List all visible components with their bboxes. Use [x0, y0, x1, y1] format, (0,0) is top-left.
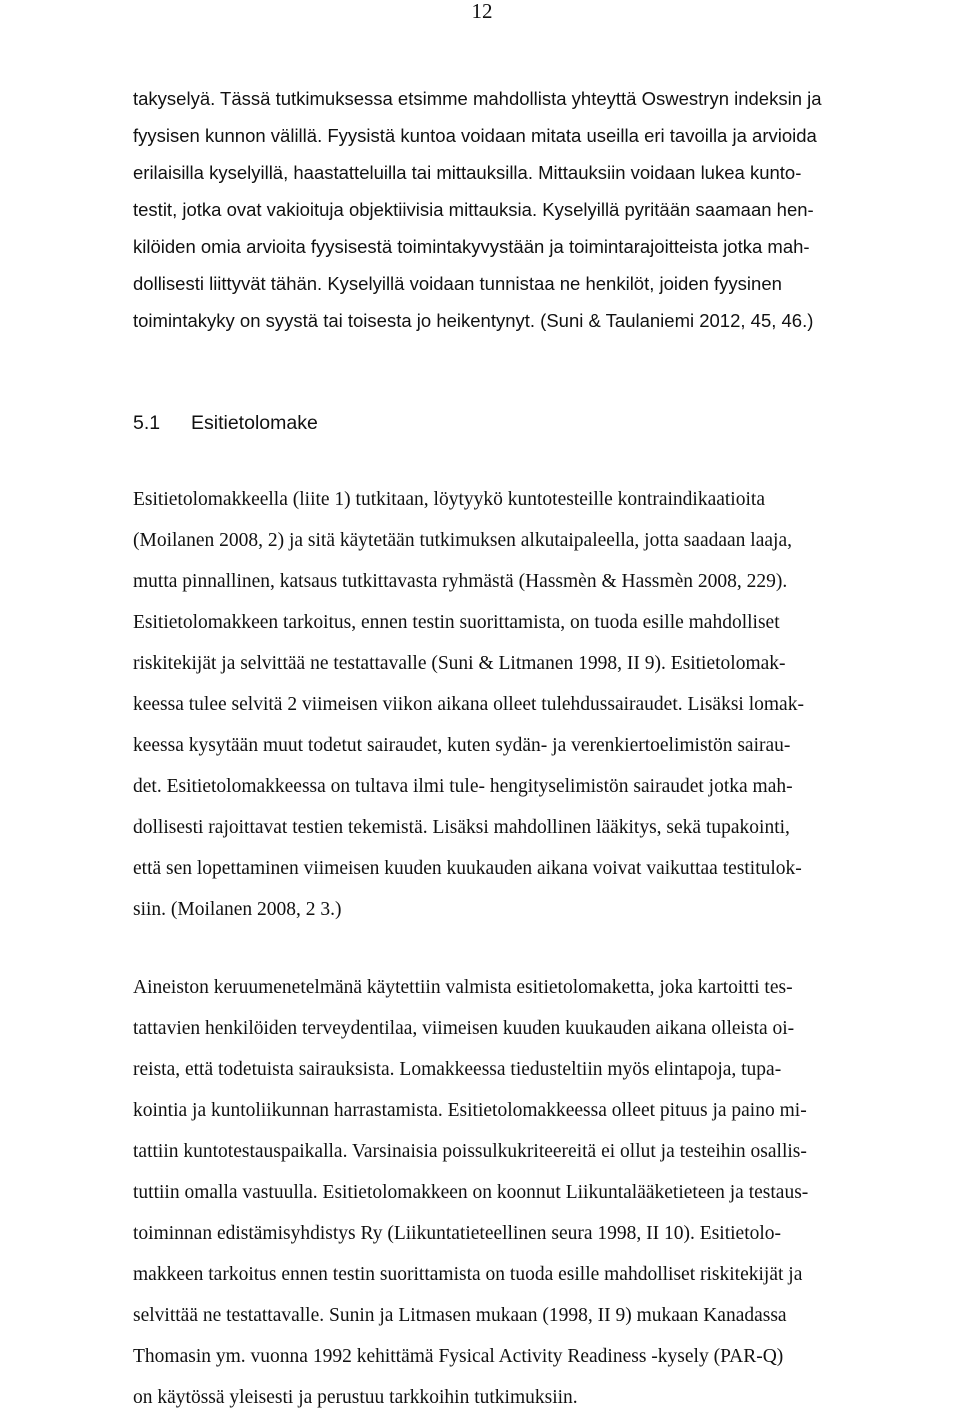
text-line: Esitietolomakkeen tarkoitus, ennen testin suorittamista, on tuoda esille mahdolliset: [133, 612, 780, 633]
text-line: dollisesti liittyvät tähän. Kyselyillä voidaan tunnistaa ne henkilöt, joiden fyysinen: [133, 273, 782, 294]
text-line: erilaisilla kyselyillä, haastatteluilla tai mittauksilla. Mittauksiin voidaan lukea kunto-: [133, 162, 802, 183]
text-line: toimintakyky on syystä tai toisesta jo heikentynyt. (Suni & Taulaniemi 2012, 45, 46.): [133, 310, 814, 331]
text-line: Aineiston keruumenetelmänä käytettiin valmista esitietolomaketta, joka kartoitti tes-: [133, 977, 793, 998]
text-line: kilöiden omia arvioita fyysisestä toimintakyvystään ja toimintarajoitteista jotka mah-: [133, 236, 810, 257]
text-line: keessa tulee selvitä 2 viimeisen viikon aikana olleet tulehdussairaudet. Lisäksi lomak-: [133, 694, 804, 715]
page-number: 12: [471, 0, 493, 23]
text-line: dollisesti rajoittavat testien tekemistä. Lisäksi mahdollinen lääkitys, sekä tupakointi,: [133, 817, 790, 838]
text-line: Esitietolomakkeella (liite 1) tutkitaan, löytyykö kuntotesteille kontraindikaatioita: [133, 489, 765, 510]
text-line: toiminnan edistämisyhdistys Ry (Liikuntatieteellinen seura 1998, II 10). Esitietolo-: [133, 1223, 782, 1244]
text-line: det. Esitietolomakkeessa on tultava ilmi tule- hengityselimistön sairaudet jotka mah-: [133, 776, 793, 797]
text-line: että sen lopettaminen viimeisen kuuden kuukauden aikana voivat vaikuttaa testitulok-: [133, 858, 802, 879]
text-line: tattiin kuntotestauspaikalla. Varsinaisia poissulkukriteereitä ei ollut ja testeihin osallis-: [133, 1141, 807, 1162]
text-line: Thomasin ym. vuonna 1992 kehittämä Fysical Activity Readiness -kysely (PAR-Q): [133, 1346, 784, 1367]
text-line: tuttiin omalla vastuulla. Esitietolomakkeen on koonnut Liikuntalääketieteen ja testaus-: [133, 1182, 809, 1203]
text-line: reista, että todetuista sairauksista. Lomakkeessa tiedusteltiin myös elintapoja, tupa-: [133, 1059, 782, 1080]
text-line: selvittää ne testattavalle. Sunin ja Litmasen mukaan (1998, II 9) mukaan Kanadassa: [133, 1305, 787, 1326]
text-line: (Moilanen 2008, 2) ja sitä käytetään tutkimuksen alkutaipaleella, jotta saadaan laaja,: [133, 530, 792, 551]
text-line: takyselyä. Tässä tutkimuksessa etsimme mahdollista yhteyttä Oswestryn indeksin ja: [133, 88, 822, 109]
section-number: 5.1: [133, 412, 161, 434]
text-line: riskitekijät ja selvittää ne testattavalle (Suni & Litmanen 1998, II 9). Esitietolomak-: [133, 653, 786, 674]
text-line: kointia ja kuntoliikunnan harrastamista. Esitietolomakkeessa olleet pituus ja paino mi-: [133, 1100, 807, 1121]
section-heading: [133, 410, 318, 436]
text-line: makkeen tarkoitus ennen testin suorittamista on tuoda esille mahdolliset riskitekijät ja: [133, 1264, 803, 1285]
text-line: fyysisen kunnon välillä. Fyysistä kuntoa voidaan mitata useilla eri tavoilla ja arvioida: [133, 125, 817, 146]
text-line: keessa kysytään muut todetut sairaudet, kuten sydän- ja verenkiertoelimistön sairau-: [133, 735, 791, 756]
section-title: Esitietolomake: [191, 412, 318, 434]
text-line: testit, jotka ovat vakioituja objektiivisia mittauksia. Kyselyillä pyritään saamaan hen-: [133, 199, 814, 220]
text-line: tattavien henkilöiden terveydentilaa, viimeisen kuuden kuukauden aikana olleista oi-: [133, 1018, 795, 1039]
text-line: on käytössä yleisesti ja perustuu tarkkoihin tutkimuksiin.: [133, 1387, 578, 1408]
text-line: mutta pinnallinen, katsaus tutkittavasta ryhmästä (Hassmèn & Hassmèn 2008, 229).: [133, 571, 788, 592]
text-line: siin. (Moilanen 2008, 2 3.): [133, 899, 342, 920]
